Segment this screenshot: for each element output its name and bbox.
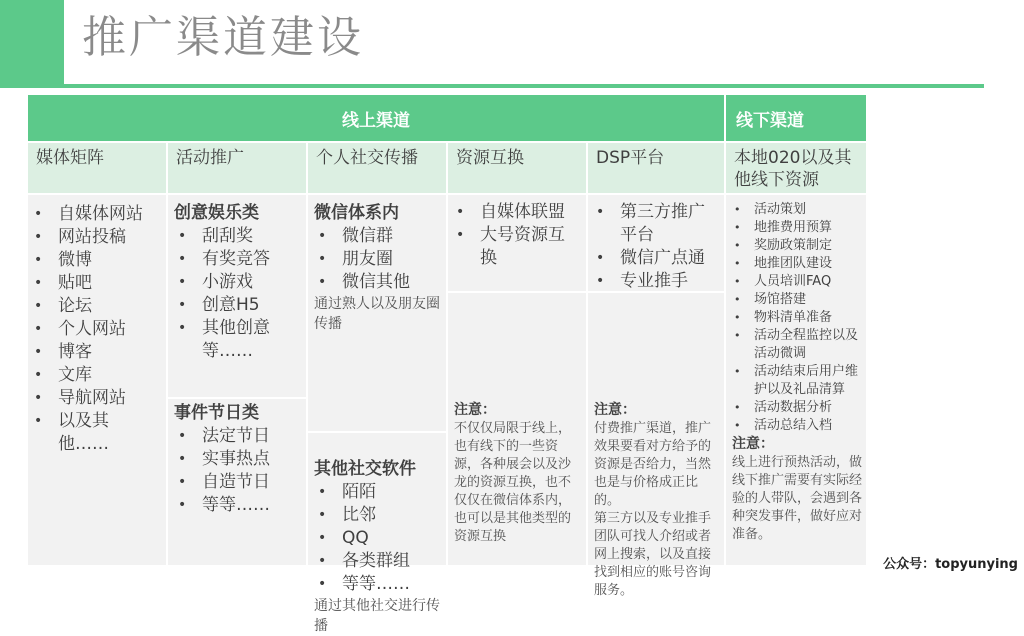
list-item: • 活动总结入档 bbox=[732, 417, 862, 435]
column-activity bbox=[168, 195, 306, 565]
list-item: • 网站投稿 bbox=[34, 226, 162, 249]
group-title: 创意娱乐类 bbox=[174, 203, 259, 223]
list-item: • 陌陌 bbox=[314, 481, 442, 504]
divider bbox=[308, 431, 446, 433]
group-title: 微信体系内 bbox=[314, 203, 399, 223]
note-title: 注意： bbox=[454, 402, 496, 418]
divider bbox=[448, 291, 586, 293]
list-item: • 有奖竞答 bbox=[174, 248, 302, 271]
list-item: • 创意H5 bbox=[174, 294, 302, 317]
social-group-wechat bbox=[308, 195, 446, 334]
list-item: • 其他创意等…… bbox=[174, 317, 302, 363]
list-item: • 自媒体联盟 bbox=[456, 201, 582, 224]
list-item: • 奖励政策制定 bbox=[732, 237, 862, 255]
footer-account: 公众号：topyunying bbox=[883, 557, 1018, 572]
list-item: • 导航网站 bbox=[34, 387, 162, 410]
list-item: • 自造节日 bbox=[174, 471, 302, 494]
list-item: • 朋友圈 bbox=[314, 248, 442, 271]
list-item: • 微信群 bbox=[314, 225, 442, 248]
note-title: 注意： bbox=[594, 402, 636, 418]
note-text: 付费推广渠道，推广效果要看对方给予的资源是否给力，当然也是与价格成正比的。 bbox=[594, 421, 712, 508]
list-item: • 地推费用预算 bbox=[732, 219, 862, 237]
category-dsp: DSP平台 bbox=[588, 143, 724, 193]
column-dsp bbox=[588, 195, 724, 598]
title-underline bbox=[64, 84, 984, 88]
list-item: • 微信广点通 bbox=[596, 247, 720, 270]
social-group-other bbox=[314, 457, 442, 636]
list-item: • 专业推手 bbox=[596, 270, 720, 293]
list-item: • 各类群组 bbox=[314, 550, 442, 573]
list-item: • 第三方推广平台 bbox=[596, 201, 720, 247]
note-title: 注意： bbox=[732, 436, 774, 452]
column-social bbox=[308, 195, 446, 634]
group-description: 通过其他社交进行传播 bbox=[314, 598, 440, 634]
list-item: • 个人网站 bbox=[34, 318, 162, 341]
column-exchange bbox=[448, 195, 586, 565]
note-text: 第三方以及专业推手团队可找人介绍或者网上搜索，以及直接找到相应的账号咨询服务。 bbox=[594, 511, 712, 598]
exchange-note bbox=[454, 401, 582, 546]
list-item: • 论坛 bbox=[34, 295, 162, 318]
list-item: • 刮刮奖 bbox=[174, 225, 302, 248]
category-offline: 本地020以及其他线下资源 bbox=[726, 143, 866, 193]
category-social: 个人社交传播 bbox=[308, 143, 446, 193]
divider bbox=[588, 291, 724, 293]
list-item: • 微博 bbox=[34, 249, 162, 272]
list-item: • 小游戏 bbox=[174, 271, 302, 294]
divider bbox=[168, 397, 306, 399]
list-item: • 活动结束后用户维护以及礼品清算 bbox=[732, 363, 862, 399]
activity-group-creative bbox=[168, 195, 306, 363]
channel-table bbox=[28, 95, 866, 634]
list-item: • 比邻 bbox=[314, 504, 442, 527]
category-media: 媒体矩阵 bbox=[28, 143, 166, 193]
note-text: 线上进行预热活动，做线下推广需要有实际经验的人带队，会遇到各种突发事件，做好应对准备。 bbox=[732, 455, 863, 542]
list-item: • 场馆搭建 bbox=[732, 291, 862, 309]
offline-list bbox=[732, 201, 862, 435]
note-text: 不仅仅局限于线上，也有线下的一些资源，各种展会以及沙龙的资源互换，也不仅仅在微信体系内，也可以是其他类型的资源互换 bbox=[454, 421, 572, 544]
category-activity: 活动推广 bbox=[168, 143, 306, 193]
list-item: • 文库 bbox=[34, 364, 162, 387]
page-title: 推广渠道建设 bbox=[82, 12, 364, 63]
column-offline bbox=[726, 195, 866, 565]
title-accent-bar bbox=[0, 0, 64, 88]
list-item: • QQ bbox=[314, 527, 442, 550]
list-item: • 以及其他…… bbox=[34, 410, 162, 456]
list-item: • 等等…… bbox=[314, 573, 442, 596]
list-item: • 博客 bbox=[34, 341, 162, 364]
list-item: • 大号资源互换 bbox=[456, 224, 582, 270]
dsp-list bbox=[596, 201, 720, 293]
list-item: • 自媒体网站 bbox=[34, 203, 162, 226]
list-item: • 微信其他 bbox=[314, 271, 442, 294]
list-item: • 等等…… bbox=[174, 494, 302, 517]
header-offline: 线下渠道 bbox=[726, 95, 866, 141]
list-item: • 法定节日 bbox=[174, 425, 302, 448]
group-title: 事件节日类 bbox=[174, 403, 259, 423]
list-item: • 实事热点 bbox=[174, 448, 302, 471]
offline-note bbox=[732, 435, 862, 544]
dsp-note bbox=[594, 401, 720, 600]
list-item: • 活动全程监控以及活动微调 bbox=[732, 327, 862, 363]
list-item: • 贴吧 bbox=[34, 272, 162, 295]
exchange-list bbox=[456, 201, 582, 270]
media-list bbox=[34, 203, 162, 456]
group-title: 其他社交软件 bbox=[314, 459, 416, 479]
activity-group-events bbox=[174, 401, 302, 517]
list-item: • 地推团队建设 bbox=[732, 255, 862, 273]
group-description: 通过熟人以及朋友圈传播 bbox=[314, 296, 440, 332]
list-item: • 活动数据分析 bbox=[732, 399, 862, 417]
list-item: • 物料清单准备 bbox=[732, 309, 862, 327]
column-media bbox=[28, 195, 166, 565]
category-exchange: 资源互换 bbox=[448, 143, 586, 193]
list-item: • 活动策划 bbox=[732, 201, 862, 219]
list-item: • 人员培训FAQ bbox=[732, 273, 862, 291]
header-online: 线上渠道 bbox=[28, 95, 724, 141]
